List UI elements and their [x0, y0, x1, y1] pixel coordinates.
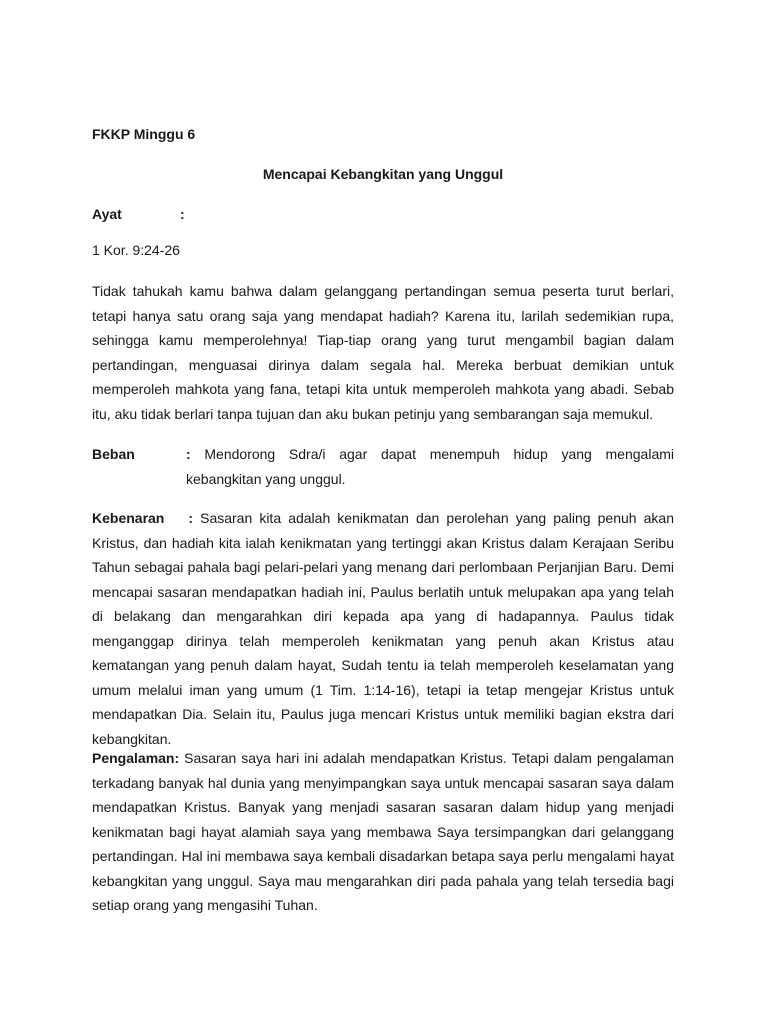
- ayat-label: Ayat: [92, 206, 122, 222]
- ayat-row: [92, 202, 674, 227]
- kebenaran-colon: :: [188, 510, 194, 526]
- pengalaman-label: Pengalaman:: [92, 750, 180, 766]
- kebenaran-label: Kebenaran: [92, 510, 165, 526]
- beban-row: [92, 442, 674, 491]
- verse-text: Tidak tahukah kamu bahwa dalam gelanggang pertandingan semua peserta turut berlari, tetapi hanya satu orang saja yang mendapat hadiah? Karena itu, larilah sedemikian rupa, sehingga kamu memperolehnya! Tiap-tiap orang yang turut mengambil bagian dalam pertandingan, menguasai dirinya dalam segala hal. Mereka berbuat demikian untuk memperoleh mahkota yang fana, tetapi kita untuk memperoleh mahkota yang abadi. Sebab itu, aku tidak berlari tanpa tujuan dan aku bukan petinju yang sembarangan saja memukul.: [92, 283, 674, 422]
- pengalaman-paragraph: [92, 746, 674, 918]
- ayat-colon: :: [180, 206, 185, 222]
- beban-colon: :: [186, 446, 191, 462]
- kebenaran-text: Sasaran kita adalah kenikmatan dan perolehan yang paling penuh akan Kristus, dan hadiah kita ialah kenikmatan yang tertinggi akan Kristus dalam Kerajaan Seribu Tahun sebagai pahala bagi pelari-pelari yang menang dari perlombaan Perjanjian Baru. Demi mencapai sasaran mendapatkan hadiah ini, Paulus berlatih untuk melupakan apa yang telah di belakang dan mengarahkan diri kepada apa yang di hadapannya. Paulus tidak menganggap dirinya telah memperoleh kenikmatan yang penuh akan Kristus atau kematangan yang penuh dalam hayat, Sudah tentu ia telah memperoleh keselamatan yang umum melalui iman yang umum (1 Tim. 1:14-16), tetapi ia tetap mengejar Kristus untuk mendapatkan Dia. Selain itu, Paulus juga mencari Kristus untuk memiliki bagian ekstra dari kebangkitan.: [92, 510, 674, 747]
- document-label: FKKP Minggu 6: [92, 126, 196, 142]
- beban-label: Beban: [92, 446, 135, 462]
- verse-reference: 1 Kor. 9:24-26: [92, 242, 180, 258]
- document-page: [92, 0, 674, 1024]
- beban-value: [186, 442, 674, 491]
- beban-text: Mendorong Sdra/i agar dapat menempuh hidup yang mengalami kebangkitan yang unggul.: [186, 446, 674, 487]
- document-title: Mencapai Kebangkitan yang Unggul: [262, 166, 504, 182]
- pengalaman-text: Sasaran saya hari ini adalah mendapatkan Kristus. Tetapi dalam pengalaman terkadang banyak hal dunia yang menyimpangkan saya untuk mencapai sasaran saya dalam mendapatkan Kristus. Banyak yang menjadi sasaran sasaran dalam hidup yang menjadi kenikmatan bagi hayat alamiah saya yang membawa Saya tersimpangkan dari gelanggang pertandingan. Hal ini membawa saya kembali disadarkan betapa saya perlu mengalami hayat kebangkitan yang unggul. Saya mau mengarahkan diri pada pahala yang telah tersedia bagi setiap orang yang mengasihi Tuhan.: [92, 750, 674, 913]
- kebenaran-paragraph: [92, 506, 674, 751]
